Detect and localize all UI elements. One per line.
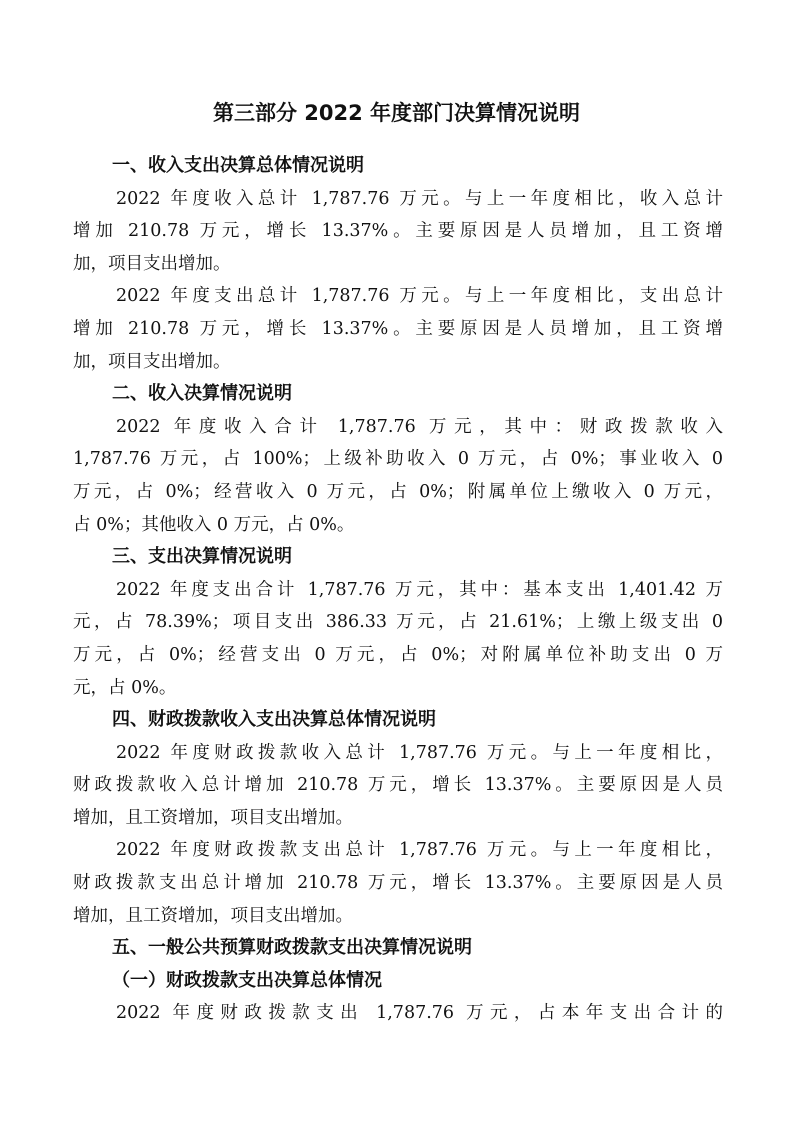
text-line: 加，项目支出增加。 [73, 351, 231, 372]
section-heading-3: 三、支出决算情况说明 [112, 546, 292, 568]
section-1-paragraph-2 [73, 280, 723, 378]
section-heading-4: 四、财政拨款收入支出决算总体情况说明 [112, 709, 436, 731]
text-line: 增加，且工资增加，项目支出增加。 [73, 807, 353, 828]
text-line: 2022 年度财政拨款支出总计 1,787.76 万元。与上一年度相比， [116, 840, 723, 861]
text-line: 2022 年度财政拨款收入总计 1,787.76 万元。与上一年度相比， [116, 742, 723, 763]
text-line: 占 0%；其他收入 0 万元，占 0%。 [73, 514, 355, 535]
section-3-paragraph-1 [73, 574, 723, 704]
text-line: 元，占 78.39%；项目支出 386.33 万元，占 21.61%；上缴上级支出 0 [73, 612, 723, 633]
text-line: 加，项目支出增加。 [73, 253, 231, 274]
text-line: 增加，且工资增加，项目支出增加。 [73, 905, 353, 926]
text-line: 元，占 0%。 [73, 677, 177, 698]
section-heading-5: 五、一般公共预算财政拨款支出决算情况说明 [112, 937, 472, 959]
section-1-paragraph-1 [73, 183, 723, 281]
text-line: 财政拨款支出总计增加 210.78 万元，增长 13.37%。主要原因是人员 [73, 873, 723, 894]
text-line: 增加 210.78 万元，增长 13.37%。主要原因是人员增加，且工资增 [73, 318, 723, 339]
text-line: 财政拨款收入总计增加 210.78 万元，增长 13.37%。主要原因是人员 [73, 775, 723, 796]
section-heading-2: 二、收入决算情况说明 [112, 383, 292, 405]
section-4-paragraph-1 [73, 737, 723, 835]
section-heading-1: 一、收入支出决算总体情况说明 [112, 155, 364, 176]
page-title: 第三部分 2022 年度部门决算情况说明 [212, 101, 581, 125]
document-body [73, 150, 723, 1030]
text-line: 万元，占 0%；经营收入 0 万元，占 0%；附属单位上缴收入 0 万元， [73, 481, 723, 502]
text-line: 1,787.76 万元，占 100%；上级补助收入 0 万元，占 0%；事业收入 0 [73, 449, 723, 470]
section-2-paragraph-1 [73, 411, 723, 541]
section-5-paragraph-1 [73, 997, 723, 1030]
section-4-paragraph-2 [73, 834, 723, 932]
text-line: 2022 年度支出总计 1,787.76 万元。与上一年度相比，支出总计 [116, 286, 723, 307]
section-5-subheading-1: （一）财政拨款支出决算总体情况 [112, 969, 382, 991]
text-line: 2022 年度收入总计 1,787.76 万元。与上一年度相比，收入总计 [116, 188, 723, 209]
text-line: 增加 210.78 万元，增长 13.37%。主要原因是人员增加，且工资增 [73, 221, 723, 242]
text-line: 2022 年度支出合计 1,787.76 万元，其中：基本支出 1,401.42 万 [116, 579, 723, 600]
text-line: 2022 年度收入合计 1,787.76 万元，其中：财政拨款收入 [116, 416, 723, 437]
text-line: 万元，占 0%；经营支出 0 万元，占 0%；对附属单位补助支出 0 万 [73, 644, 723, 665]
text-line: 2022 年度财政拨款支出 1,787.76 万元，占本年支出合计的 [116, 1003, 723, 1024]
